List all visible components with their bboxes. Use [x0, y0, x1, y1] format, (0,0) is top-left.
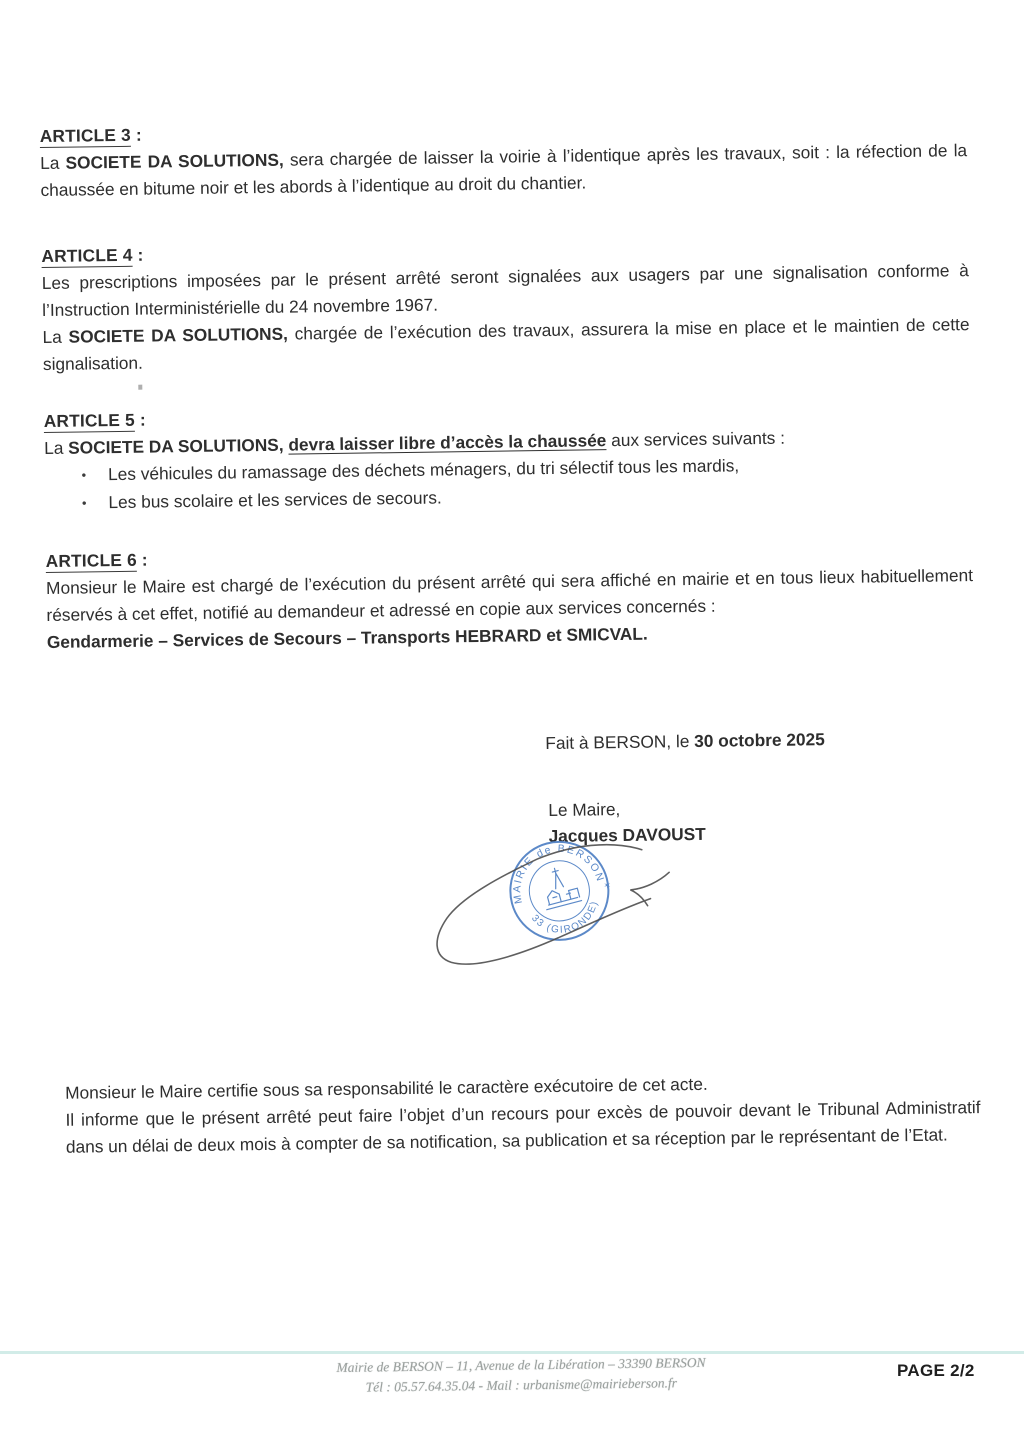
- article-5-underlined-phrase: devra laisser libre d’accès la chaussée: [288, 430, 607, 455]
- article-5-tail: aux services suivants :: [606, 427, 786, 451]
- place-date-lead: Fait à BERSON, le: [545, 730, 695, 754]
- footer-address-line-1: Mairie de BERSON – 11, Avenue de la Libération – 33390 BERSON: [336, 1354, 706, 1376]
- company-name: SOCIETE DA SOLUTIONS,: [65, 149, 284, 173]
- article-5-bullet-list: [44, 449, 972, 518]
- article-4-text-1: Les prescriptions imposées par le présent arrêté seront signalées aux usagers par une signalisation conforme à l’Instruction Interministérielle du 24 novembre 1967.: [41, 260, 969, 321]
- article-4-text-2: chargée de l’exécution des travaux, assurera la mise en place et le maintien de cette signalisation.: [42, 314, 970, 375]
- stamp-arc-bottom-text: 33 (GIRONDE): [529, 899, 601, 936]
- article-5-lead: La: [44, 437, 69, 459]
- certification-block: [65, 1067, 981, 1161]
- article-3-text: sera chargée de laisser la voirie à l’identique après les travaux, soit : la réfection de la chaussée en bitume noir et les abords à l’identique au droit du chantier.: [40, 140, 968, 201]
- scan-artifact-dot: [138, 385, 142, 390]
- article-3-heading-label: ARTICLE 3: [39, 124, 132, 147]
- page-number-label: PAGE 2/2: [897, 1361, 975, 1380]
- article-6-heading-colon: :: [136, 549, 148, 570]
- signer-name: Jacques DAVOUST: [548, 823, 706, 847]
- footer-address-line-2: Tél : 05.57.64.35.04 - Mail : urbanisme@mairieberson.fr: [365, 1375, 678, 1395]
- article-4-lead: La: [42, 326, 69, 348]
- article-6-text-1: Monsieur le Maire est chargé de l’exécution du présent arrêté qui sera affiché en mairie et en tous lieux habituellement réservés à cet effet, notifié au demandeur et adressé en copie aux services concernés :: [45, 565, 974, 626]
- company-name: SOCIETE DA SOLUTIONS,: [68, 434, 284, 458]
- article-5-heading-label: ARTICLE 5: [43, 409, 135, 432]
- handwritten-signature: [422, 831, 694, 985]
- article-6-services-line: Gendarmerie – Services de Secours – Transports HEBRARD et SMICVAL.: [46, 623, 648, 653]
- place-date-value: 30 octobre 2025: [694, 729, 825, 751]
- article-3-heading-colon: :: [130, 124, 142, 145]
- certification-line-2: Il informe que le présent arrêté peut faire l’objet d’un recours pour excès de pouvoir devant le Tribunal Administratif dans un délai de deux mois à compter de sa notification, sa publication et sa réception par le représentant de l’Etat.: [65, 1097, 981, 1157]
- bullet-icon: •: [81, 467, 87, 483]
- article-4-heading-colon: :: [132, 244, 144, 265]
- bullet-text: Les véhicules du ramassage des déchets ménagers, du tri sélectif tous les mardis,: [107, 455, 740, 485]
- bullet-icon: •: [81, 495, 87, 511]
- article-5-heading-colon: :: [134, 409, 146, 430]
- article-4-paragraph-2: [42, 311, 970, 378]
- article-4-heading-label: ARTICLE 4: [41, 244, 133, 267]
- article-3: [40, 110, 968, 204]
- stamp-star-icon: ✶: [603, 880, 612, 891]
- article-3-lead: La: [40, 152, 66, 174]
- company-name: SOCIETE DA SOLUTIONS,: [68, 323, 289, 347]
- stamp-arc-top-text: MAIRIE de BERSON: [511, 842, 607, 905]
- place-date-line: [545, 726, 825, 757]
- article-5: [44, 395, 972, 518]
- article-3-paragraph: [40, 137, 968, 204]
- footer-divider: [0, 1351, 1024, 1354]
- bullet-text: Les bus scolaire et les services de secours.: [108, 487, 442, 513]
- article-6: [46, 535, 974, 656]
- article-4: [41, 230, 970, 378]
- footer-address: [9, 1348, 1024, 1402]
- article-6-heading-label: ARTICLE 6: [45, 549, 137, 572]
- certification-line-1: Monsieur le Maire certifie sous sa responsabilité le caractère exécutoire de cet acte.: [65, 1073, 708, 1103]
- signer-role: Le Maire,: [548, 799, 621, 821]
